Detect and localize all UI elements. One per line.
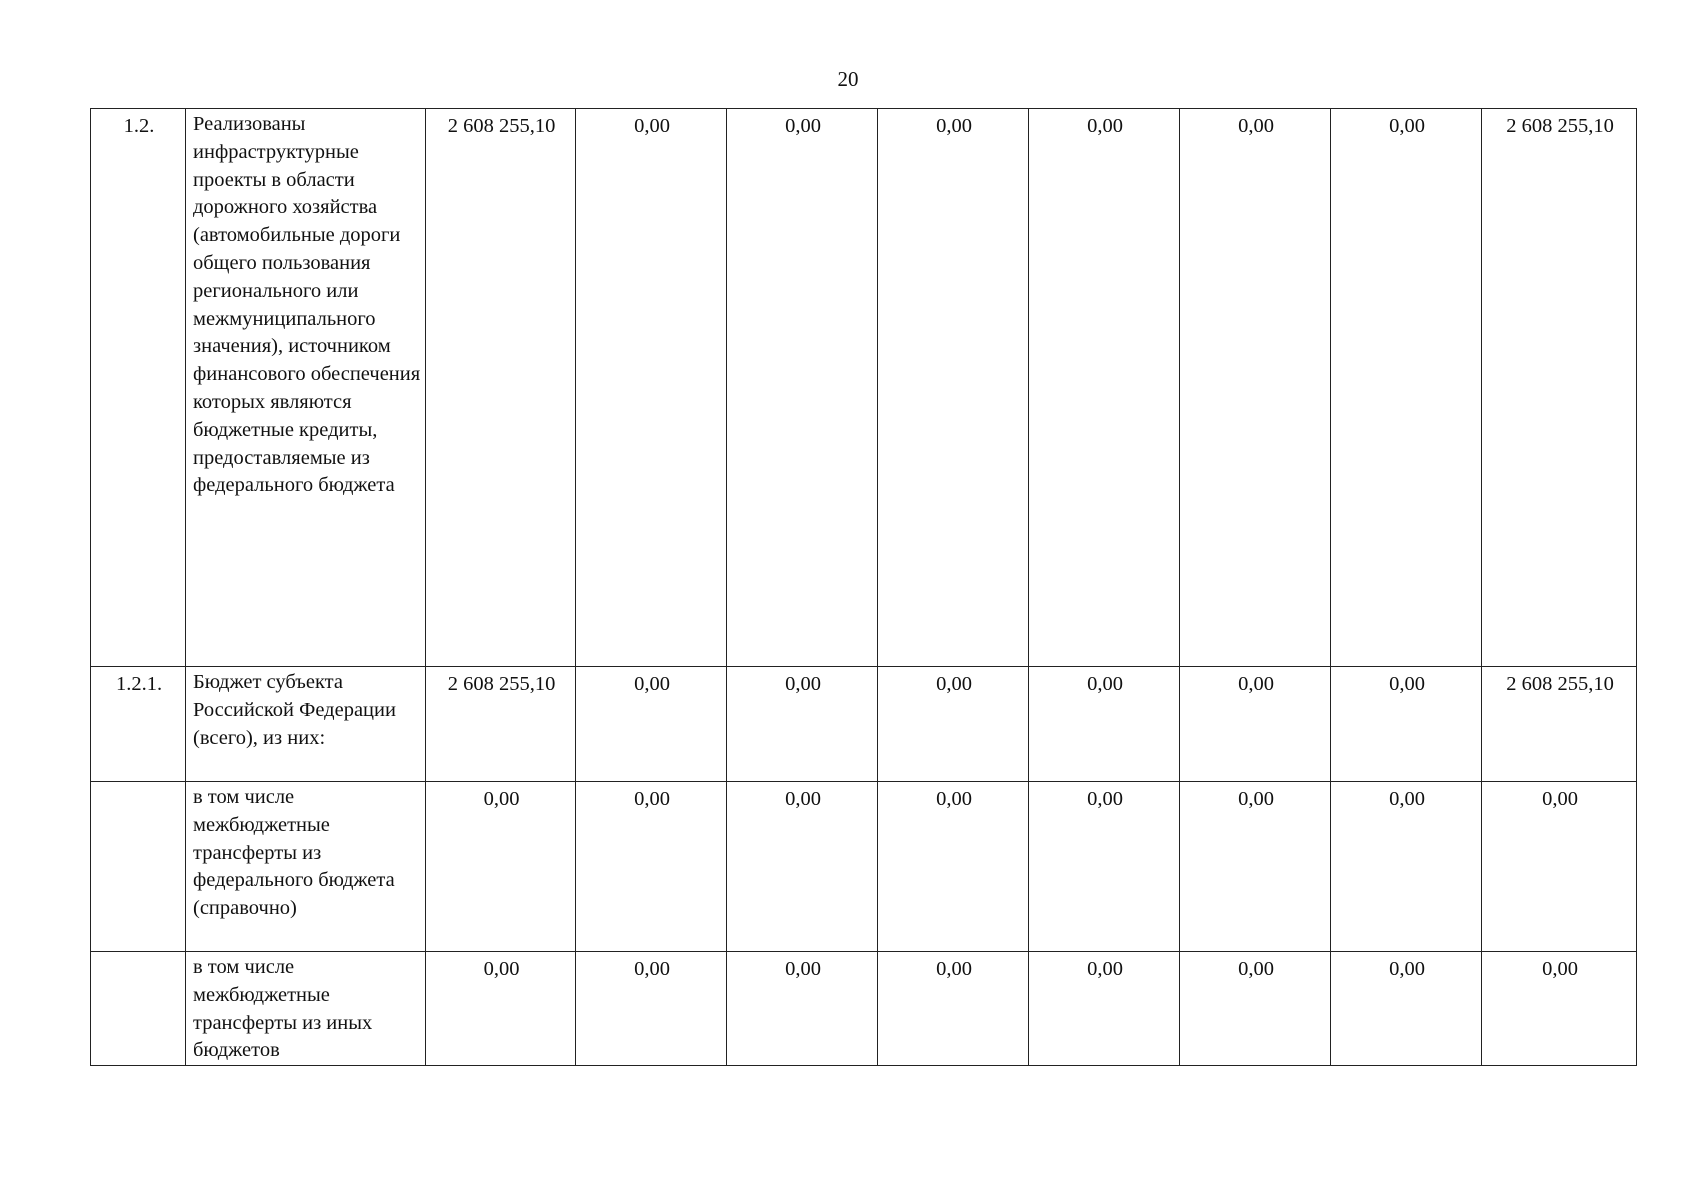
value-cell: 0,00 [426,952,576,1066]
value-cell: 0,00 [426,782,576,952]
row-number [91,782,186,952]
value-cell: 0,00 [727,952,878,1066]
value-cell: 0,00 [576,667,727,782]
budget-table-container [90,108,1636,1066]
value-cell: 2 608 255,10 [426,109,576,667]
row-description: Бюджет субъекта Российской Федерации (всего), из них: [186,667,426,782]
row-description: Реализованы инфраструктурные проекты в области дорожного хозяйства (автомобильные дороги общего пользования регионального или межмуниципального значения), источником финансового обеспечения которых являются бюджетные кредиты, предоставляемые из федерального бюджета [186,109,426,667]
value-cell: 0,00 [576,109,727,667]
table-row [91,952,1637,1066]
value-cell: 0,00 [1029,109,1180,667]
value-cell: 0,00 [1029,667,1180,782]
value-cell: 0,00 [727,782,878,952]
value-cell: 0,00 [1331,667,1482,782]
value-cell: 0,00 [1180,109,1331,667]
value-cell: 0,00 [1180,782,1331,952]
table-row [91,109,1637,667]
value-cell: 0,00 [878,109,1029,667]
value-cell: 0,00 [727,667,878,782]
value-cell: 0,00 [576,782,727,952]
value-cell: 0,00 [1331,782,1482,952]
value-cell: 0,00 [576,952,727,1066]
value-cell: 0,00 [1180,667,1331,782]
row-description: в том числе межбюджетные трансферты из иных бюджетов [186,952,426,1066]
value-cell: 0,00 [878,952,1029,1066]
table-row [91,782,1637,952]
value-cell: 0,00 [1029,782,1180,952]
value-cell: 0,00 [1331,952,1482,1066]
value-cell: 0,00 [1029,952,1180,1066]
row-number: 1.2. [91,109,186,667]
value-cell: 0,00 [1180,952,1331,1066]
value-cell: 0,00 [1482,782,1637,952]
value-cell: 0,00 [1482,952,1637,1066]
page-number: 20 [837,67,859,91]
value-cell: 2 608 255,10 [1482,109,1637,667]
row-number [91,952,186,1066]
value-cell: 2 608 255,10 [1482,667,1637,782]
row-number: 1.2.1. [91,667,186,782]
value-cell: 2 608 255,10 [426,667,576,782]
value-cell: 0,00 [727,109,878,667]
table-row [91,667,1637,782]
value-cell: 0,00 [878,782,1029,952]
value-cell: 0,00 [1331,109,1482,667]
value-cell: 0,00 [878,667,1029,782]
budget-table [90,108,1637,1066]
row-description: в том числе межбюджетные трансферты из федерального бюджета (справочно) [186,782,426,952]
